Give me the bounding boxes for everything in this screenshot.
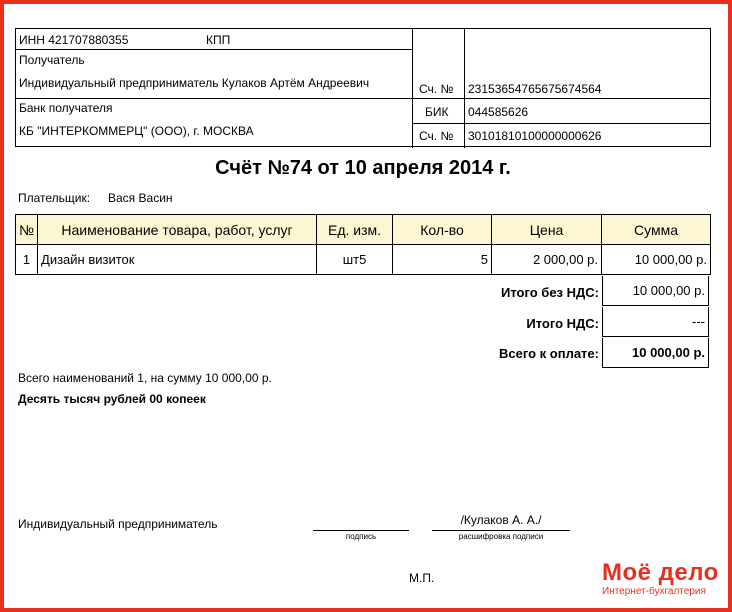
bik-label: БИК [425, 105, 449, 119]
header-unit: Ед. изм. [317, 215, 393, 245]
row-unit: шт5 [317, 245, 393, 275]
header-sum: Сумма [602, 215, 711, 245]
bank-label: Банк получателя [19, 101, 113, 115]
payer-name: Вася Васин [108, 191, 173, 205]
name-line [432, 530, 570, 531]
recipient-label: Получатель [19, 53, 85, 67]
inn-label: ИНН 421707880355 [19, 33, 129, 47]
total-no-vat-label: Итого без НДС: [501, 285, 599, 300]
account-value-2: 30101810100000000626 [468, 129, 602, 143]
kpp-label: КПП [206, 33, 231, 47]
bik-value: 044585626 [468, 105, 529, 119]
summary-amount-words: Десять тысяч рублей 00 копеек [18, 392, 206, 406]
header-quantity: Кол-во [393, 215, 492, 245]
row-price: 2 000,00 р. [492, 245, 602, 275]
row-item-name: Дизайн визиток [38, 245, 317, 275]
summary-count: Всего наименований 1, на сумму 10 000,00 р. [18, 371, 272, 385]
account-label-2: Сч. № [419, 129, 454, 143]
total-due-value: 10 000,00 р. [602, 338, 709, 368]
header-price: Цена [492, 215, 602, 245]
row-sum: 10 000,00 р. [602, 245, 711, 275]
signature-line [313, 530, 409, 531]
invoice-title: Счёт №74 от 10 апреля 2014 г. [215, 157, 511, 179]
totals-block [15, 276, 711, 368]
signature-caption: подпись [345, 532, 377, 541]
signer-role: Индивидуальный предприниматель [18, 517, 218, 531]
brand-tagline: Интернет-бухгалтерия [602, 586, 706, 597]
table-row [16, 245, 711, 275]
account-value-1: 23153654765675674564 [468, 82, 602, 96]
payer-label: Плательщик: [18, 191, 91, 205]
account-label-1: Сч. № [419, 82, 454, 96]
stamp-place: М.П. [409, 571, 435, 585]
name-caption: расшифровка подписи [458, 532, 544, 541]
bank-name: КБ "ИНТЕРКОММЕРЦ" (ООО), г. МОСКВА [19, 124, 254, 138]
header-number: № [16, 215, 38, 245]
bank-details-box [15, 28, 711, 147]
header-name: Наименование товара, работ, услуг [38, 215, 317, 245]
total-no-vat-value: 10 000,00 р. [602, 276, 709, 306]
total-vat-label: Итого НДС: [526, 316, 599, 331]
recipient-name: Индивидуальный предприниматель Кулаков Артём Андреевич [19, 76, 370, 90]
brand-logo [602, 560, 722, 598]
brand-name: Моё дело [602, 559, 719, 586]
table-header-row [16, 215, 711, 245]
total-vat-value: --- [602, 307, 709, 337]
row-quantity: 5 [393, 245, 492, 275]
items-table [15, 214, 711, 275]
row-number: 1 [16, 245, 38, 275]
total-due-label: Всего к оплате: [499, 346, 599, 361]
signer-name: /Кулаков А. А./ [460, 513, 542, 527]
